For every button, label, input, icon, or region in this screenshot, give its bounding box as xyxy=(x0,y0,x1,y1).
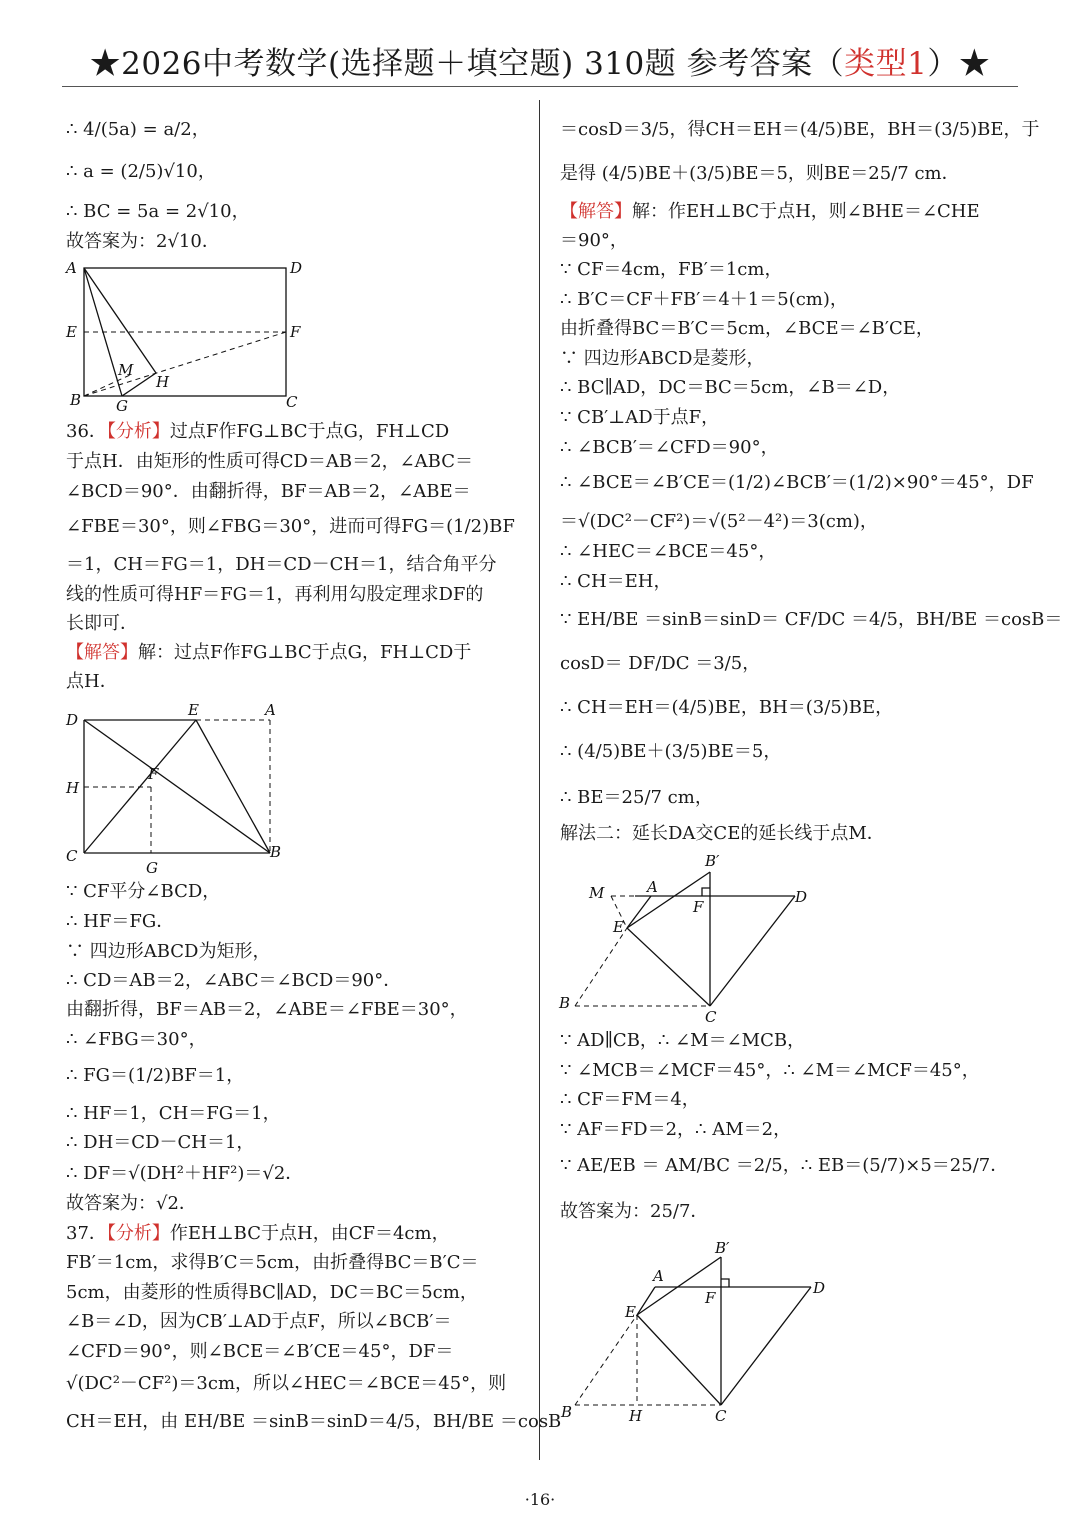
text-line: 36．【分析】过点F作FG⊥BC于点G，FH⊥CD xyxy=(66,421,450,442)
text-line: ∴ ∠BCB′＝∠CFD＝90°， xyxy=(560,437,779,458)
point-label: H xyxy=(629,1407,643,1425)
point-label: B xyxy=(270,843,282,861)
text-line: 【解答】解：作EH⊥BC于点H，则∠BHE＝∠CHE xyxy=(560,201,980,222)
point-label: F xyxy=(290,323,301,341)
text-line: ∴ a = (2/5)√10， xyxy=(66,161,216,182)
figure-q35 xyxy=(60,255,320,415)
point-label: B′ xyxy=(715,1239,730,1257)
text-line: ＝√(DC²－CF²)＝√(5²－4²)＝3(cm)， xyxy=(560,511,878,532)
text-line: ∵ AF＝FD＝2，∴ AM＝2， xyxy=(560,1119,792,1140)
point-label: H xyxy=(156,373,170,391)
point-label: A xyxy=(647,878,658,896)
text-line: ∵ CF＝4cm，FB′＝1cm， xyxy=(560,259,783,280)
figure-q36 xyxy=(60,695,300,875)
text-line: ＝1，CH＝FG＝1，DH＝CD－CH＝1，结合角平分 xyxy=(66,554,497,575)
header-title-end: ）★ xyxy=(927,46,991,82)
point-label: D xyxy=(795,888,808,906)
text-line: 线的性质可得HF＝FG＝1，再利用勾股定理求DF的 xyxy=(66,584,484,605)
text-line: 故答案为：2√10． xyxy=(66,231,220,252)
point-label: M xyxy=(589,884,605,902)
text-line: ∴ CH＝EH， xyxy=(560,571,672,592)
text-line: ∵ ∠MCB＝∠MCF＝45°，∴ ∠M＝∠MCF＝45°， xyxy=(560,1060,980,1081)
text-line: FB′＝1cm，求得B′C＝5cm，由折叠得BC＝B′C＝ xyxy=(66,1252,479,1273)
text-line: ∴ FG＝(1/2)BF＝1， xyxy=(66,1065,245,1086)
text-line: 点H． xyxy=(66,671,118,692)
text-line: 由折叠得BC＝B′C＝5cm，∠BCE＝∠B′CE， xyxy=(560,318,934,339)
header-type-label: 类型1 xyxy=(844,46,928,82)
text-line: ∴ BC = 5a = 2√10， xyxy=(66,201,250,222)
text-line: ∴ CD＝AB＝2，∠ABC＝∠BCD＝90°． xyxy=(66,970,402,991)
point-label: G xyxy=(116,397,128,415)
text-line: 故答案为：25/7． xyxy=(560,1201,709,1222)
point-label: B′ xyxy=(705,852,720,870)
text-line: ∵ 四边形ABCD是菱形， xyxy=(560,348,765,369)
point-label: A xyxy=(66,259,77,277)
point-label: G xyxy=(146,859,158,875)
text-line: ∠FBE＝30°，则∠FBG＝30°，进而可得FG＝(1/2)BF xyxy=(66,516,515,537)
text-line: ∴ ∠FBG＝30°， xyxy=(66,1029,207,1050)
text-line: 37．【分析】作EH⊥BC于点H，由CF＝4cm， xyxy=(66,1223,450,1244)
text-line: ∴ (4/5)BE＋(3/5)BE＝5， xyxy=(560,741,782,762)
text-line: ∴ BE＝25/7 cm， xyxy=(560,787,713,808)
point-label: B xyxy=(70,391,82,409)
text-line: ∵ AE/EB ＝ AM/BC ＝2/5，∴ EB＝(5/7)×5＝25/7． xyxy=(560,1155,1009,1176)
text-line: ∠BCD＝90°．由翻折得，BF＝AB＝2，∠ABE＝ xyxy=(66,481,471,502)
text-line: ＝90°， xyxy=(560,230,628,251)
text-line: ＝cosD＝3/5，得CH＝EH＝(4/5)BE，BH＝(3/5)BE，于 xyxy=(560,119,1040,140)
text-line: ∴ 4/(5a) = a/2， xyxy=(66,119,210,140)
text-line: cosD＝ DF/DC ＝3/5， xyxy=(560,653,761,674)
point-label: F xyxy=(148,765,159,783)
header-divider xyxy=(62,86,1018,87)
text-line: 长即可． xyxy=(66,613,138,634)
text-line: ∴ CF＝FM＝4， xyxy=(560,1089,700,1110)
text-line: ∴ ∠HEC＝∠BCE＝45°， xyxy=(560,541,777,562)
text-line: ∵ AD∥CB，∴ ∠M＝∠MCB， xyxy=(560,1030,806,1051)
page-header xyxy=(0,38,1080,83)
point-label: H xyxy=(66,779,80,797)
point-label: E xyxy=(625,1303,636,1321)
figure-q37-method1 xyxy=(555,1235,845,1430)
text-line: ∵ CB′⊥AD于点F， xyxy=(560,407,720,428)
point-label: B xyxy=(561,1403,573,1421)
text-line: CH＝EH，由 EH/BE ＝sinB＝sinD＝4/5，BH/BE ＝cosB xyxy=(66,1411,562,1432)
text-line: ∴ DF＝√(DH²＋HF²)＝√2． xyxy=(66,1163,304,1184)
point-label: D xyxy=(813,1279,826,1297)
text-line: ∴ CH＝EH＝(4/5)BE，BH＝(3/5)BE， xyxy=(560,697,894,718)
point-label: D xyxy=(66,711,79,729)
point-label: E xyxy=(188,701,199,719)
text-line: ∴ B′C＝CF＋FB′＝4＋1＝5(cm)， xyxy=(560,289,848,310)
text-line: 5cm，由菱形的性质得BC∥AD，DC＝BC＝5cm， xyxy=(66,1282,478,1303)
text-line: 于点H．由矩形的性质可得CD＝AB＝2，∠ABC＝ xyxy=(66,451,473,472)
point-label: C xyxy=(286,393,298,411)
text-line: 是得 (4/5)BE＋(3/5)BE＝5，则BE＝25/7 cm． xyxy=(560,163,960,184)
text-line: ∵ EH/BE ＝sinB＝sinD＝ CF/DC ＝4/5，BH/BE ＝cosB＝ xyxy=(560,609,1063,630)
text-line: ∵ CF平分∠BCD， xyxy=(66,881,221,902)
point-label: C xyxy=(715,1407,727,1425)
text-line: ∴ ∠BCE＝∠B′CE＝(1/2)∠BCB′＝(1/2)×90°＝45°，DF xyxy=(560,472,1034,493)
point-label: B xyxy=(559,994,571,1012)
text-line: ∴ HF＝FG． xyxy=(66,911,175,932)
text-line: ∴ HF＝1，CH＝FG＝1， xyxy=(66,1103,281,1124)
text-line: ∴ DH＝CD－CH＝1， xyxy=(66,1132,255,1153)
point-label: C xyxy=(66,847,78,865)
point-label: M xyxy=(118,361,134,379)
point-label: C xyxy=(705,1008,717,1023)
column-divider xyxy=(539,100,540,1460)
point-label: D xyxy=(290,259,303,277)
text-line: ∴ BC∥AD，DC＝BC＝5cm，∠B＝∠D， xyxy=(560,377,901,398)
point-label: A xyxy=(265,701,276,719)
text-line: 【解答】解：过点F作FG⊥BC于点G，FH⊥CD于 xyxy=(66,642,472,663)
text-line: 解法二：延长DA交CE的延长线于点M． xyxy=(560,823,885,844)
figure-q37-method2 xyxy=(555,848,825,1023)
text-line: 故答案为：√2． xyxy=(66,1193,197,1214)
point-label: E xyxy=(613,918,624,936)
page-number: ·16· xyxy=(524,1490,556,1509)
text-line: √(DC²－CF²)＝3cm，所以∠HEC＝∠BCE＝45°，则 xyxy=(66,1373,507,1394)
text-line: ∠B＝∠D，因为CB′⊥AD于点F，所以∠BCB′＝ xyxy=(66,1311,452,1332)
header-title: ★2026中考数学(选择题＋填空题) 310题 参考答案（ xyxy=(89,46,845,82)
point-label: E xyxy=(66,323,77,341)
point-label: A xyxy=(653,1267,664,1285)
text-line: ∠CFD＝90°，则∠BCE＝∠B′CE＝45°，DF＝ xyxy=(66,1341,454,1362)
text-line: 由翻折得，BF＝AB＝2，∠ABE＝∠FBE＝30°， xyxy=(66,999,468,1020)
text-line: ∵ 四边形ABCD为矩形， xyxy=(66,941,271,962)
point-label: F xyxy=(705,1289,716,1307)
point-label: F xyxy=(693,898,704,916)
